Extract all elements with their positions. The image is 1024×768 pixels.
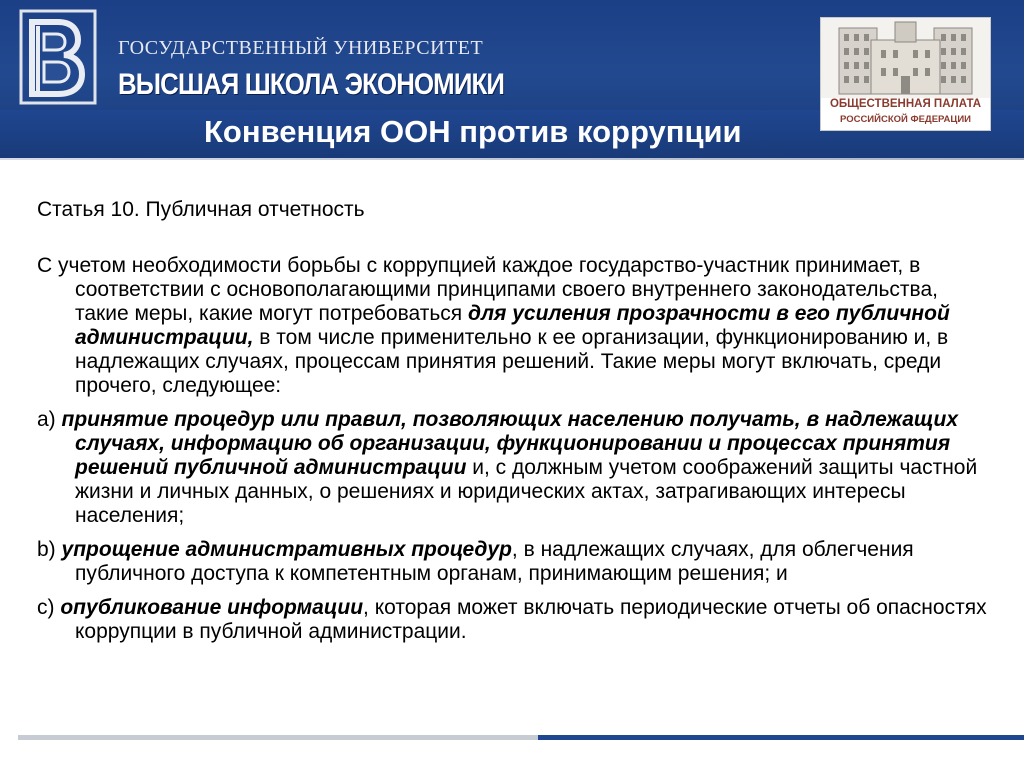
intro-text-after: в том числе применительно к ее организации, функционированию и, в надлежащих случаях, процессам принятия решений. Такие меры могут включать, среди прочего, следующее: bbox=[75, 326, 949, 397]
intro-emphasis: для усиления прозрачности в его публичной администрации, bbox=[75, 302, 950, 349]
chamber-name-line2: РОССИЙСКОЙ ФЕДЕРАЦИИ bbox=[839, 114, 971, 125]
article-content bbox=[37, 198, 987, 654]
university-name-line2: ВЫСШАЯ ШКОЛА ЭКОНОМИКИ bbox=[118, 68, 505, 101]
university-name-line1: ГОСУДАРСТВЕННЫЙ УНИВЕРСИТЕТ bbox=[118, 37, 484, 59]
intro-text-before: С учетом необходимости борьбы с коррупцией каждое государство-участник принимает, в соответствии с основополагающими принципами своего внутреннего законодательства, такие меры, какие могут потребоваться bbox=[37, 254, 938, 325]
slide-title: Конвенция ООН против коррупции bbox=[204, 114, 742, 149]
chamber-name-line1: ОБЩЕСТВЕННАЯ ПАЛАТА bbox=[829, 98, 982, 110]
item-letter: b) bbox=[37, 538, 56, 561]
article-intro bbox=[37, 254, 987, 398]
footer-rule-light bbox=[18, 735, 538, 740]
public-chamber-logo bbox=[820, 17, 991, 131]
item-text: , которая может включать периодические отчеты об опасностях коррупции в публичной администрации. bbox=[75, 596, 987, 643]
item-text: , в надлежащих случаях, для облегчения публичного доступа к компетентным органам, принимающим решения; и bbox=[75, 538, 914, 585]
item-emphasis: упрощение административных процедур bbox=[61, 538, 512, 561]
item-letter: c) bbox=[37, 596, 55, 619]
header-divider bbox=[0, 158, 1024, 160]
item-letter: a) bbox=[37, 408, 56, 431]
footer-rule-blue bbox=[538, 735, 1024, 740]
article-heading: Статья 10. Публичная отчетность bbox=[37, 198, 365, 221]
hse-logo-icon bbox=[18, 8, 98, 106]
item-emphasis: опубликование информации bbox=[60, 596, 364, 619]
list-item bbox=[37, 538, 987, 586]
list-item bbox=[37, 596, 987, 644]
item-emphasis: принятие процедур или правил, позволяющих населению получать, в надлежащих случаях, информацию об организации, функционировании и процессах принятия решений публичной администрации bbox=[61, 408, 959, 479]
item-text: и, с должным учетом соображений защиты частной жизни и личных данных, о решениях и юридических актах, затрагивающих интересы населения; bbox=[75, 456, 978, 527]
list-item bbox=[37, 408, 987, 528]
public-chamber-building-icon bbox=[821, 18, 990, 98]
